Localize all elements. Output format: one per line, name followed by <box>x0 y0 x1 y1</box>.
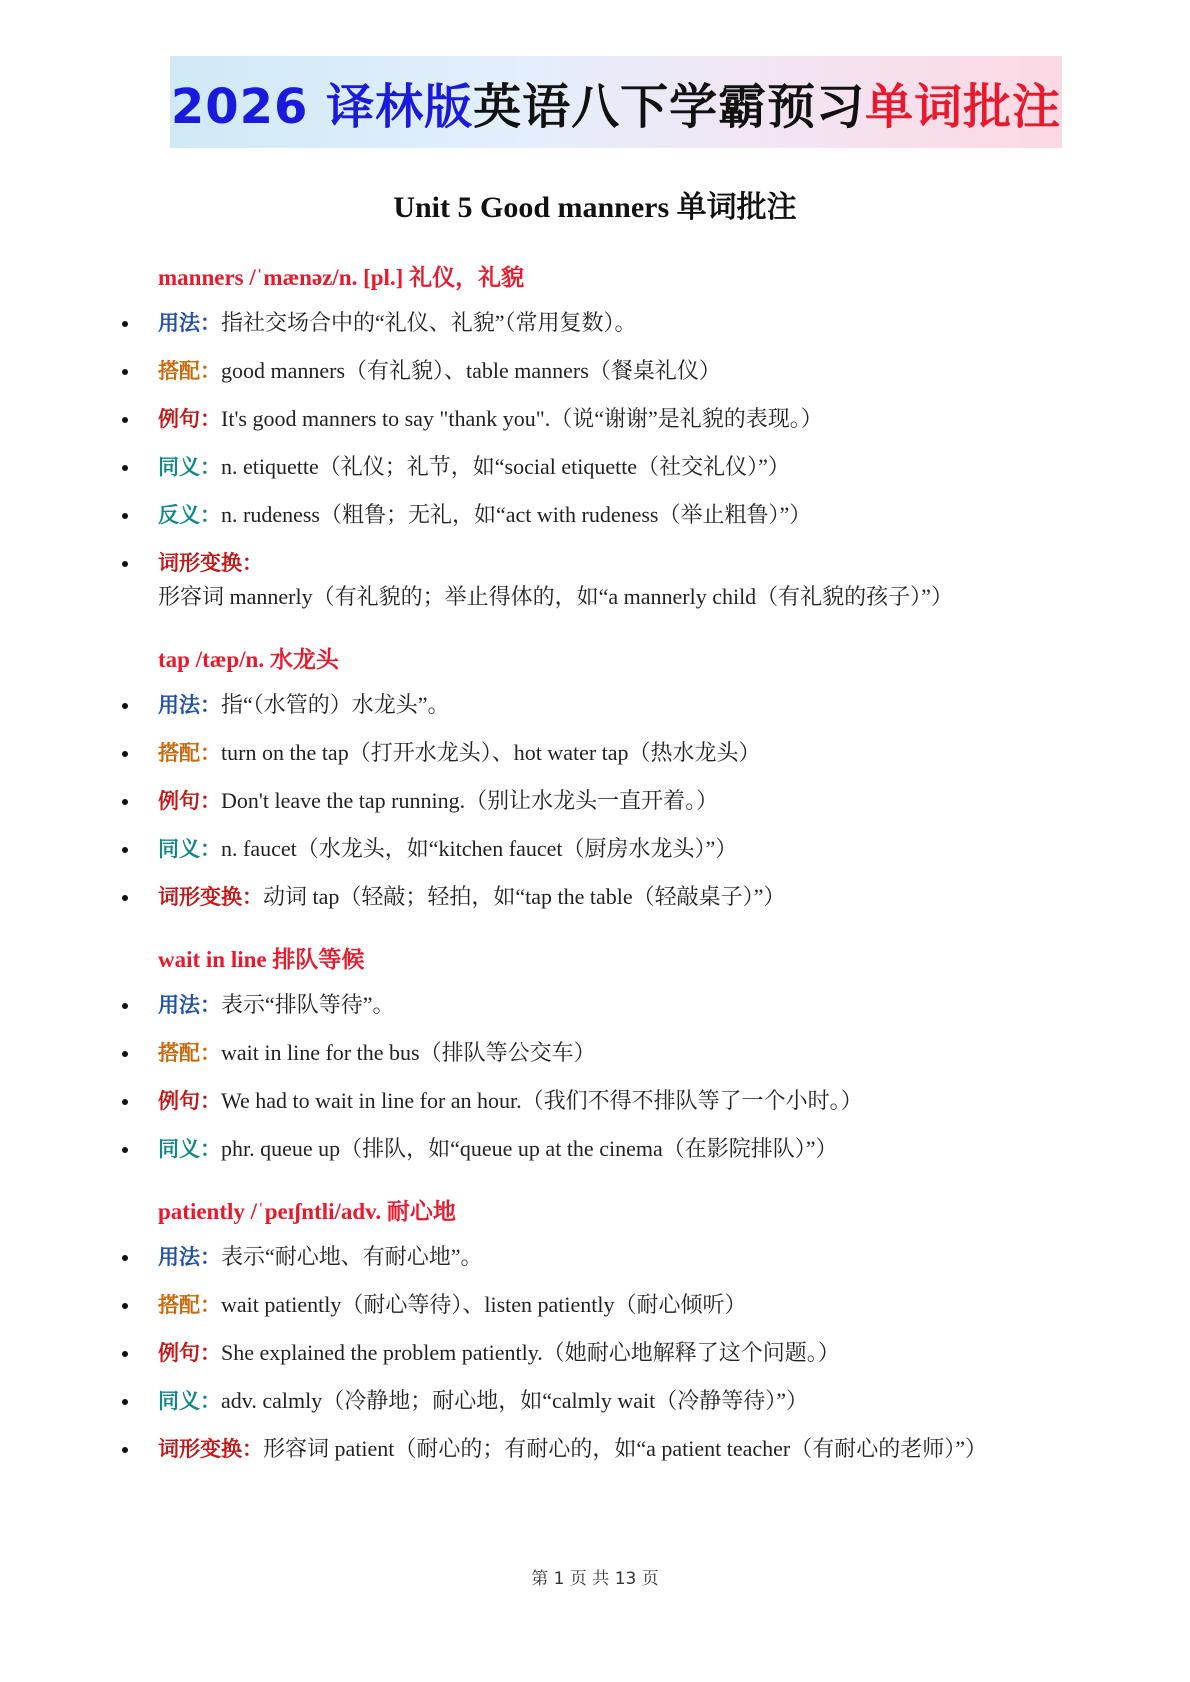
headword: wait in line 排队等候 <box>158 947 365 972</box>
example-item <box>120 1084 1050 1118</box>
usage-label: 用法： <box>158 993 221 1017</box>
synonym-item <box>120 1384 1050 1418</box>
collocation-label: 搭配： <box>158 1041 221 1065</box>
example-label: 例句： <box>158 407 221 431</box>
example-label: 例句： <box>158 1089 221 1113</box>
synonym-text: n. etiquette（礼仪；礼节，如“social etiquette（社交礼仪）”） <box>221 454 790 479</box>
example-item <box>120 784 1050 818</box>
usage-label: 用法： <box>158 1245 221 1269</box>
headword: patiently /ˈpeɪʃntli/adv. 耐心地 <box>158 1199 456 1224</box>
collocation-item <box>120 736 1050 770</box>
example-item <box>120 402 1050 436</box>
word-form-item <box>120 1432 1050 1466</box>
usage-text: 表示“排队等待”。 <box>221 992 395 1017</box>
synonym-item <box>120 450 1050 484</box>
header-banner <box>170 56 1062 148</box>
page-number: 第 1 页 共 13 页 <box>531 1569 659 1589</box>
collocation-item <box>120 1036 1050 1070</box>
example-text: It's good manners to say "thank you".（说“谢谢”是礼貌的表现。） <box>221 406 823 431</box>
vocab-entry <box>120 944 1050 1166</box>
synonym-label: 同义： <box>158 1389 221 1413</box>
word-form-item <box>120 880 1050 914</box>
example-text: We had to wait in line for an hour.（我们不得不排队等了一个小时。） <box>221 1088 863 1113</box>
collocation-label: 搭配： <box>158 359 221 383</box>
vocab-entry <box>120 262 1050 614</box>
vocab-entry <box>120 1196 1050 1466</box>
headword: tap /tæp/n. 水龙头 <box>158 647 339 672</box>
headword: manners /ˈmænəz/n. [pl.] 礼仪，礼貌 <box>158 265 525 290</box>
synonym-text: phr. queue up（排队，如“queue up at the cinema（在影院排队）”） <box>221 1136 838 1161</box>
synonym-text: adv. calmly（冷静地；耐心地，如“calmly wait（冷静等待）”） <box>221 1388 808 1413</box>
collocation-item <box>120 1288 1050 1322</box>
word-form-text: 形容词 patient（耐心的；有耐心的，如“a patient teacher（有耐心的老师）”） <box>263 1436 988 1461</box>
antonym-label: 反义： <box>158 503 221 527</box>
example-label: 例句： <box>158 1341 221 1365</box>
synonym-item <box>120 1132 1050 1166</box>
word-form-item <box>120 546 1050 614</box>
page-title: Unit 5 Good manners 单词批注 <box>393 191 797 224</box>
collocation-label: 搭配： <box>158 741 221 765</box>
synonym-label: 同义： <box>158 455 221 479</box>
synonym-label: 同义： <box>158 837 221 861</box>
collocation-text: wait patiently（耐心等待）、listen patiently（耐心倾听） <box>221 1292 747 1317</box>
word-form-label: 词形变换： <box>158 885 263 909</box>
usage-text: 指社交场合中的“礼仪、礼貌”（常用复数）。 <box>221 310 637 335</box>
example-item <box>120 1336 1050 1370</box>
word-form-label: 词形变换： <box>158 1437 263 1461</box>
antonym-text: n. rudeness（粗鲁；无礼，如“act with rudeness（举止粗鲁）”） <box>221 502 812 527</box>
example-label: 例句： <box>158 789 221 813</box>
synonym-text: n. faucet（水龙头，如“kitchen faucet（厨房水龙头）”） <box>221 836 738 861</box>
synonym-item <box>120 832 1050 866</box>
vocab-list <box>120 262 1050 1496</box>
collocation-text: turn on the tap（打开水龙头）、hot water tap（热水龙头） <box>221 740 761 765</box>
example-text: Don't leave the tap running.（别让水龙头一直开着。） <box>221 788 719 813</box>
banner-year-edition: 2026 译林版 <box>170 78 474 135</box>
word-form-text: 动词 tap（轻敲；轻拍，如“tap the table（轻敲桌子）”） <box>263 884 786 909</box>
usage-text: 表示“耐心地、有耐心地”。 <box>221 1244 483 1269</box>
collocation-text: wait in line for the bus（排队等公交车） <box>221 1040 596 1065</box>
usage-label: 用法： <box>158 693 221 717</box>
banner-subject: 英语八下学霸预习 <box>473 78 866 135</box>
word-form-text: 形容词 mannerly（有礼貌的；举止得体的，如“a mannerly child（有礼貌的孩子）”） <box>158 584 953 609</box>
usage-item <box>120 1240 1050 1274</box>
collocation-text: good manners（有礼貌）、table manners（餐桌礼仪） <box>221 358 721 383</box>
synonym-label: 同义： <box>158 1137 221 1161</box>
word-form-label: 词形变换： <box>158 551 263 575</box>
usage-item <box>120 306 1050 340</box>
usage-item <box>120 988 1050 1022</box>
example-text: She explained the problem patiently.（她耐心地解释了这个问题。） <box>221 1340 840 1365</box>
collocation-item <box>120 354 1050 388</box>
antonym-item <box>120 498 1050 532</box>
usage-text: 指“（水管的）水龙头”。 <box>221 692 450 717</box>
vocab-entry <box>120 644 1050 914</box>
usage-label: 用法： <box>158 311 221 335</box>
banner-topic: 单词批注 <box>865 78 1062 135</box>
collocation-label: 搭配： <box>158 1293 221 1317</box>
usage-item <box>120 688 1050 722</box>
